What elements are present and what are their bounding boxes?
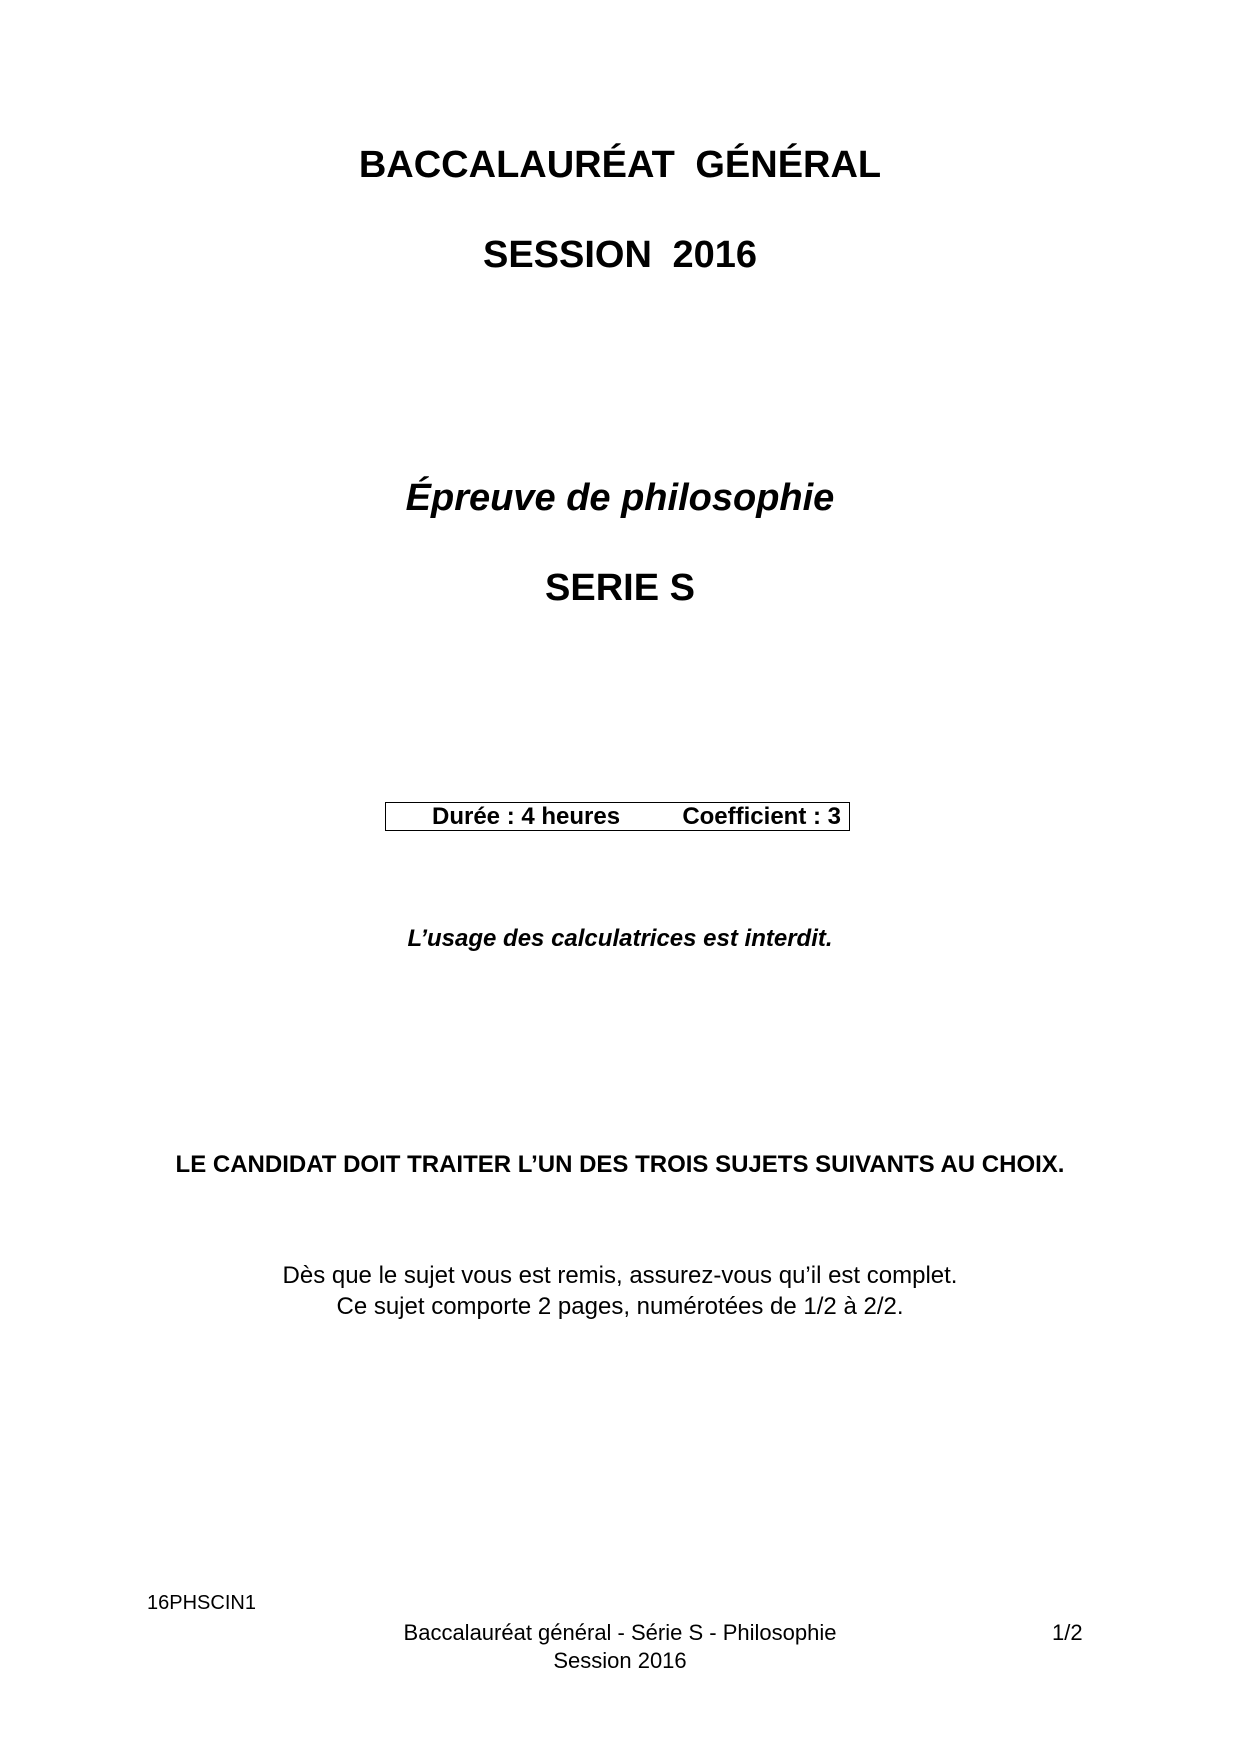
calculator-notice: L’usage des calculatrices est interdit.	[407, 925, 833, 952]
duration-label: Durée : 4 heures	[432, 803, 621, 830]
footer-title: Baccalauréat général - Série S - Philosophie	[403, 1620, 837, 1645]
subject-title: Épreuve de philosophie	[405, 477, 835, 519]
serie-title: SERIE S	[545, 567, 695, 609]
exam-code: 16PHSCIN1	[147, 1592, 256, 1614]
exam-title: BACCALAURÉAT GÉNÉRAL	[358, 144, 882, 186]
candidate-instruction: LE CANDIDAT DOIT TRAITER L’UN DES TROIS SUJETS SUIVANTS AU CHOIX.	[175, 1151, 1065, 1178]
duration-coefficient-box	[385, 802, 850, 831]
completeness-note: Dès que le sujet vous est remis, assurez-vous qu’il est complet.	[282, 1262, 958, 1289]
page-count-note: Ce sujet comporte 2 pages, numérotées de 1/2 à 2/2.	[336, 1293, 904, 1320]
page-number: 1/2	[1052, 1620, 1083, 1645]
footer-session: Session 2016	[553, 1648, 687, 1673]
coefficient-label: Coefficient : 3	[682, 803, 841, 830]
session-title: SESSION 2016	[482, 234, 758, 276]
